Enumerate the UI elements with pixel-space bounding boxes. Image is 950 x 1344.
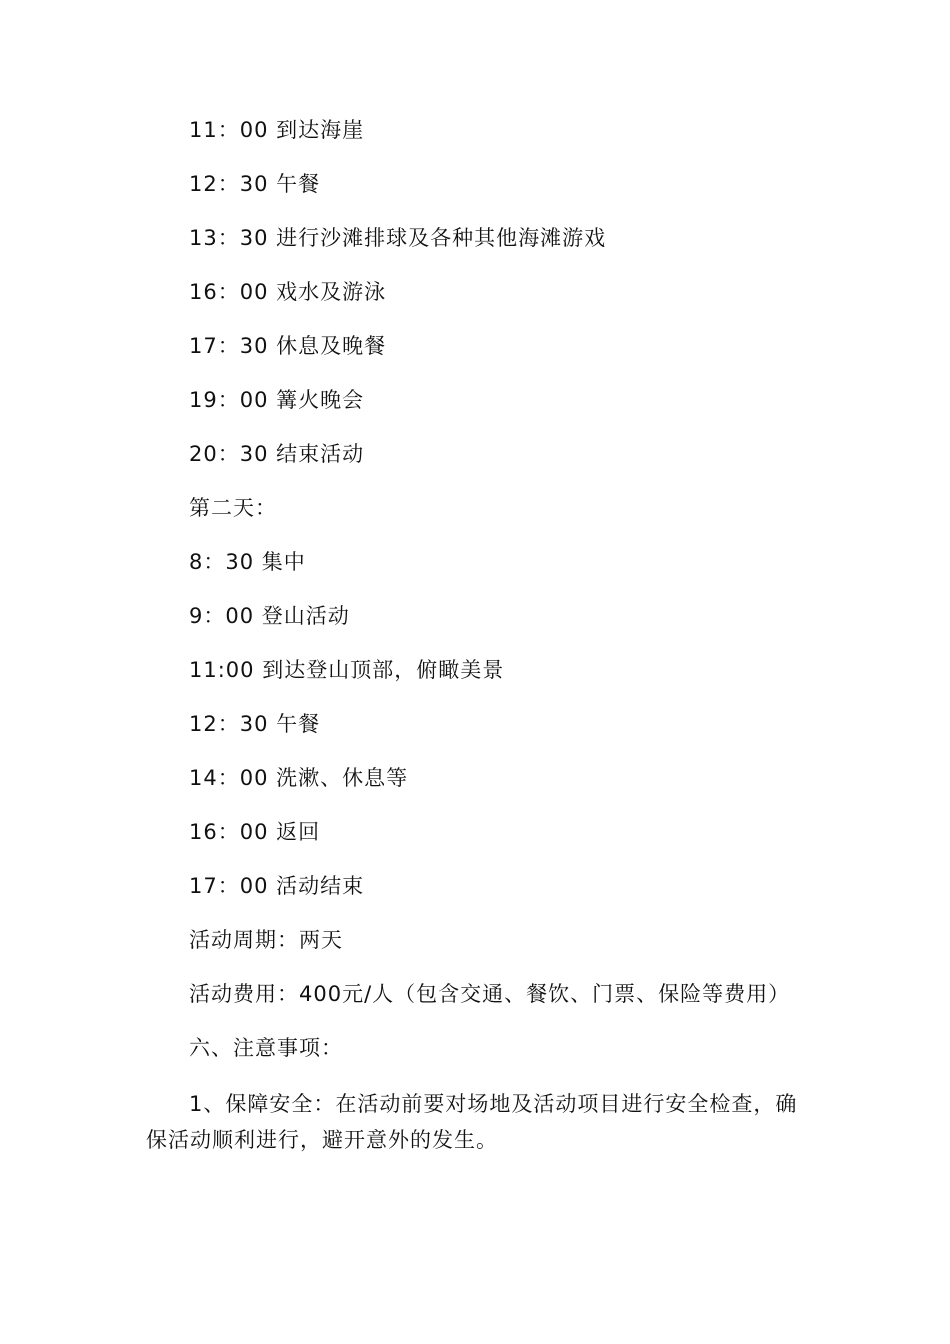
schedule-line: 12：30 午餐: [189, 712, 321, 736]
schedule-line: 20：30 结束活动: [189, 442, 365, 466]
activity-duration: 活动周期：两天: [189, 928, 343, 952]
schedule-line: 9：00 登山活动: [189, 604, 350, 628]
schedule-line: 11：00 到达海崖: [189, 118, 365, 142]
schedule-line: 17：00 活动结束: [189, 874, 365, 898]
schedule-line: 14：00 洗漱、休息等: [189, 766, 409, 790]
schedule-line: 8：30 集中: [189, 550, 306, 574]
schedule-line: 17：30 休息及晚餐: [189, 334, 387, 358]
note-paragraph: 1、保障安全：在活动前要对场地及活动项目进行安全检查，确保活动顺利进行，避开意外的发生。: [146, 1092, 798, 1152]
schedule-line: 12：30 午餐: [189, 172, 321, 196]
activity-cost: 活动费用：400元/人（包含交通、餐饮、门票、保险等费用）: [189, 982, 791, 1006]
section-heading: 六、注意事项：: [189, 1036, 343, 1060]
schedule-line: 13：30 进行沙滩排球及各种其他海滩游戏: [189, 226, 607, 250]
schedule-line: 19：00 篝火晚会: [189, 388, 365, 412]
day-heading: 第二天：: [189, 496, 277, 520]
schedule-line: 11:00 到达登山顶部，俯瞰美景: [189, 658, 505, 682]
schedule-line: 16：00 返回: [189, 820, 321, 844]
schedule-line: 16：00 戏水及游泳: [189, 280, 387, 304]
